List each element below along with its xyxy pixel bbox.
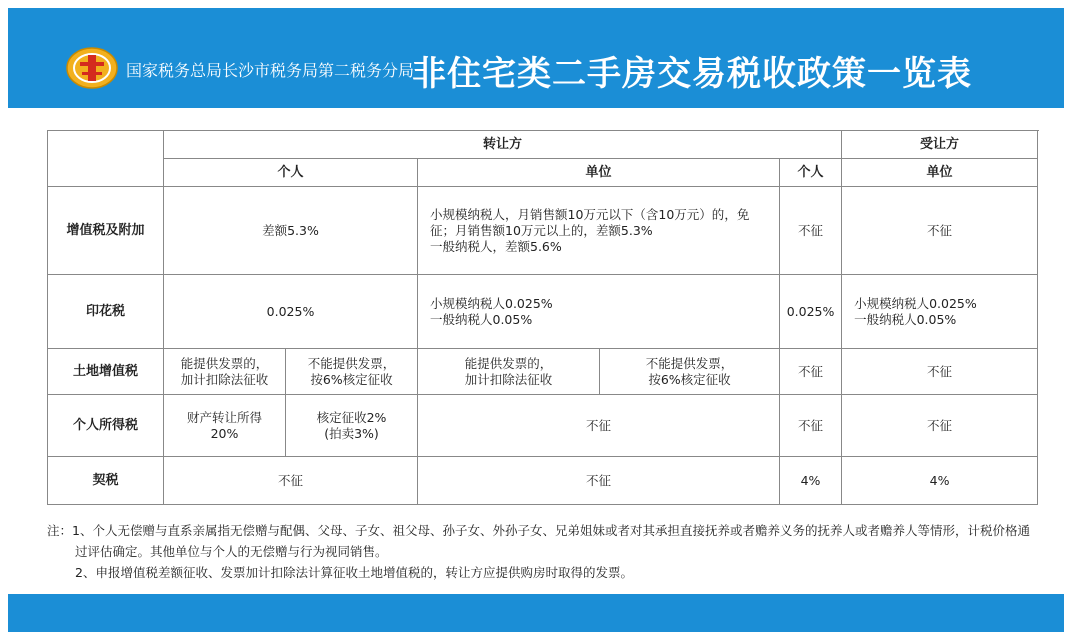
land-ind-a-line-1: 能提供发票的， (180, 355, 269, 371)
row-label-pit: 个人所得税 (48, 395, 164, 457)
pit-ind-b-line-1: 核定征收2% (316, 409, 387, 425)
land-unit-a-line-1: 能提供发票的， (464, 355, 553, 371)
vat-unit-line-2: 征；月销售额10万元以上的，差额5.3% (430, 222, 653, 238)
row-stamp (48, 275, 1038, 349)
land-transferee-individual: 不征 (780, 349, 842, 395)
row-pit (48, 395, 1038, 457)
land-unit-b-line-1: 不能提供发票， (645, 355, 734, 371)
transferee-unit-header: 单位 (842, 159, 1038, 187)
stamp-transferee-line-1: 小规模纳税人0.025% (854, 295, 977, 311)
transferee-individual-header: 个人 (780, 159, 842, 187)
header-row-1 (48, 131, 1038, 159)
stamp-unit-line-2: 一般纳税人0.05% (430, 311, 533, 327)
row-label-stamp: 印花税 (48, 275, 164, 349)
transferor-header: 转让方 (164, 131, 842, 159)
note-1: 注：1、个人无偿赠与直系亲属指无偿赠与配偶、父母、子女、祖父母、孙子女、外孙子女、兄弟姐妹或者对其承担直接抚养或者赡养义务的抚养人或者赡养人等情形，计税价格通过评估确定。其他单位与个人的无偿赠与行为视同销售。 (47, 523, 1030, 559)
stamp-transferor-individual: 0.025% (164, 275, 418, 349)
transferee-header: 受让方 (842, 131, 1038, 159)
land-individual-no-invoice (286, 349, 418, 395)
row-vat (48, 187, 1038, 275)
vat-unit-line-1: 小规模纳税人，月销售额10万元以下（含10万元）的，免 (430, 206, 750, 222)
vat-unit-line-3: 一般纳税人，差额5.6% (430, 238, 562, 254)
land-unit-no-invoice (600, 349, 780, 395)
transferor-unit-header: 单位 (418, 159, 780, 187)
stamp-transferee-line-2: 一般纳税人0.05% (854, 311, 957, 327)
pit-transferee-unit: 不征 (842, 395, 1038, 457)
land-unit-b-line-2: 按6%核定征收 (648, 371, 731, 387)
pit-ind-a-line-2: 20% (210, 425, 239, 441)
land-ind-b-line-2: 按6%核定征收 (310, 371, 393, 387)
stamp-unit-line-1: 小规模纳税人0.025% (430, 295, 553, 311)
pit-ind-b-line-2: (拍卖3%) (324, 425, 379, 441)
land-unit-invoice (418, 349, 600, 395)
deed-transferee-unit: 4% (842, 457, 1038, 505)
land-unit-a-line-2: 加计扣除法征收 (464, 371, 553, 387)
pit-transferee-individual: 不征 (780, 395, 842, 457)
row-label-land: 土地增值税 (48, 349, 164, 395)
deed-transferor-individual: 不征 (164, 457, 418, 505)
row-deed (48, 457, 1038, 505)
deed-transferee-individual: 4% (780, 457, 842, 505)
land-ind-a-line-2: 加计扣除法征收 (180, 371, 269, 387)
footer-bar (8, 594, 1064, 632)
vat-transferee-unit: 不征 (842, 187, 1038, 275)
stamp-transferee-individual: 0.025% (780, 275, 842, 349)
vat-transferee-individual: 不征 (780, 187, 842, 275)
land-ind-b-line-1: 不能提供发票， (307, 355, 396, 371)
land-transferee-unit: 不征 (842, 349, 1038, 395)
notes (47, 520, 1037, 583)
row-land (48, 349, 1038, 395)
stamp-transferee-unit (842, 275, 1038, 349)
tax-emblem-icon (66, 46, 118, 90)
pit-ind-a-line-1: 财产转让所得 (186, 409, 262, 425)
header-row-2 (48, 159, 1038, 187)
bureau-name: 国家税务总局长沙市税务局第二税务分局 (126, 61, 415, 80)
deed-transferor-unit: 不征 (418, 457, 780, 505)
pit-transferor-unit: 不征 (418, 395, 780, 457)
corner-cell (48, 131, 164, 187)
page-title: 非住宅类二手房交易税收政策一览表 (412, 54, 972, 94)
tax-policy-table (47, 130, 1038, 505)
vat-transferor-unit (418, 187, 780, 275)
stamp-transferor-unit (418, 275, 780, 349)
note-2: 2、申报增值税差额征收、发票加计扣除法计算征收土地增值税的，转让方应提供购房时取得的发票。 (75, 565, 633, 580)
row-label-vat: 增值税及附加 (48, 187, 164, 275)
land-individual-invoice (164, 349, 286, 395)
pit-individual-property (164, 395, 286, 457)
row-label-deed: 契税 (48, 457, 164, 505)
transferor-individual-header: 个人 (164, 159, 418, 187)
pit-individual-assessed (286, 395, 418, 457)
vat-transferor-individual: 差额5.3% (164, 187, 418, 275)
